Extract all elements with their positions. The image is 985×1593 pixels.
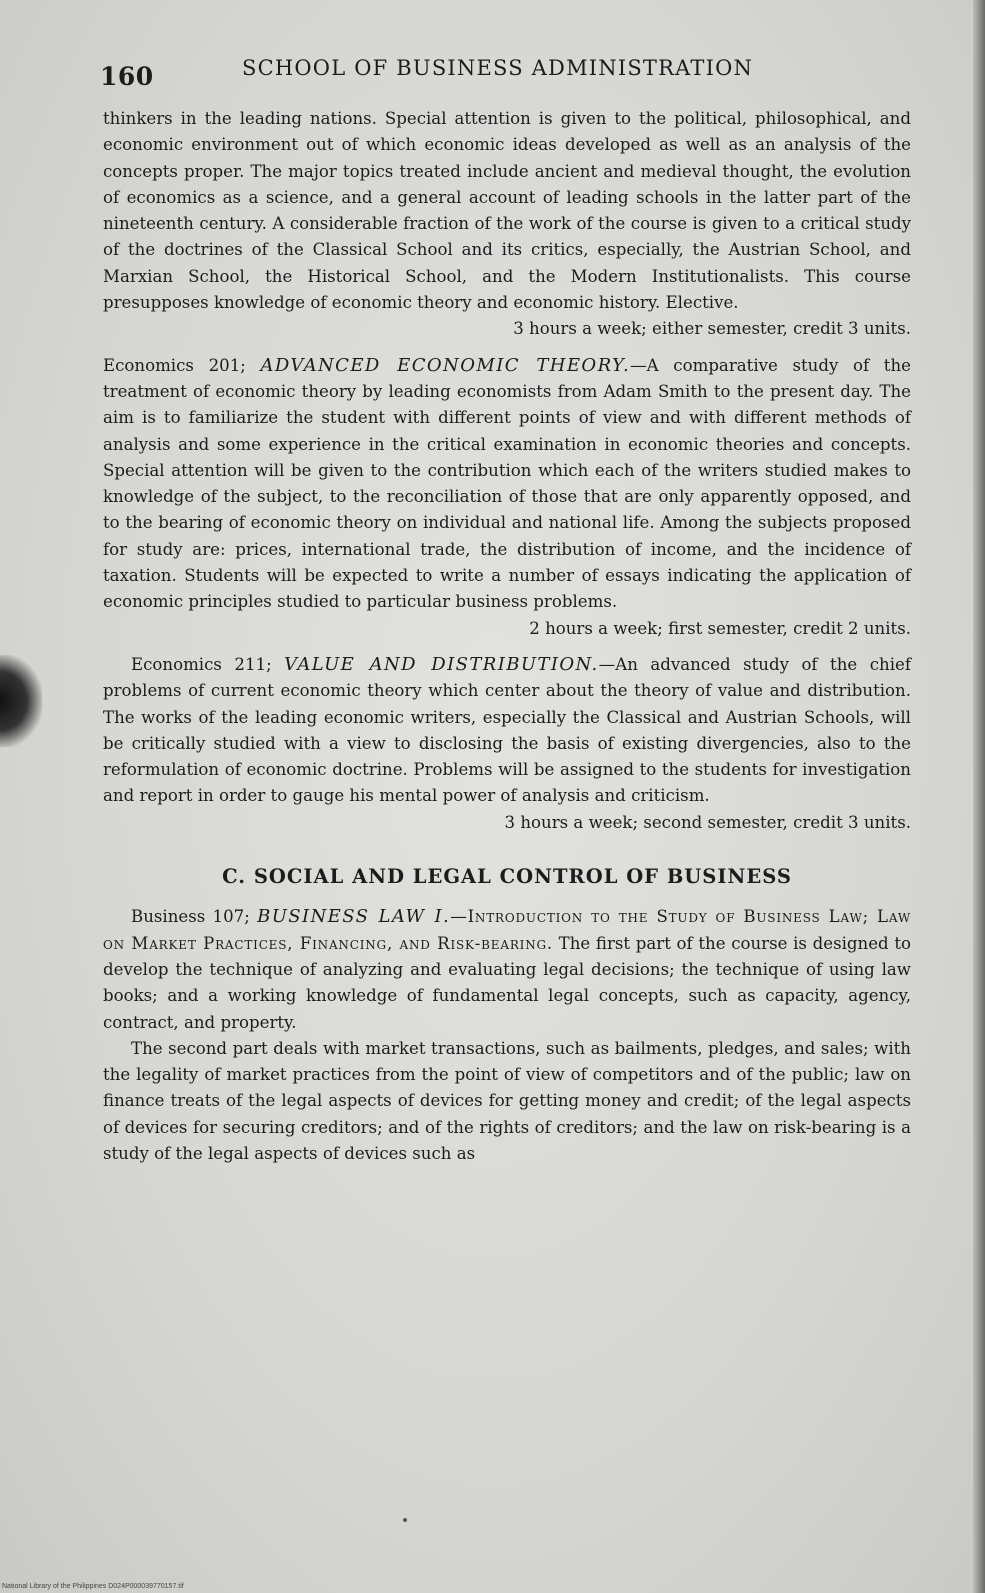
section-c-heading: C. SOCIAL AND LEGAL CONTROL OF BUSINESS (222, 865, 792, 889)
intro-paragraph: thinkers in the leading nations. Special attention is given to the political, philosophical, and economic environment out of which economic ideas developed as well as an analysis of the concepts proper. The major topics treated include ancient and medieval thought, the evolution of economics as a science, and a general account of leading schools in the latter part of the nineteenth century. A considerable fraction of the work of the course is given to a critical study of the doctrines of the Classical School and its critics, especially, the Austrian School, and Marxian School, the Historical School, and the Modern Institutionalists. This course presupposes knowledge of economic theory and economic history. Elective. (103, 109, 911, 313)
running-head: SCHOOL OF BUSINESS ADMINISTRATION (242, 56, 754, 80)
econ-201-schedule: 2 hours a week; first semester, credit 2 units. (529, 618, 911, 638)
econ-201-entry (103, 353, 911, 616)
bus-107-second-part: The second part deals with market transactions, such as bailments, pledges, and sales; with the legality of market practices from the point of view of competitors and of the public; law on finance treats of the legal aspects of devices for getting money and credit; of the legal aspects of devices for securing creditors; and of the rights of creditors; and the law on risk-bearing is a study of the legal aspects of devices such as (103, 1038, 911, 1163)
bus-107-title: BUSINESS LAW I. (257, 906, 451, 928)
speck (403, 1518, 407, 1522)
econ-211-entry (103, 652, 911, 810)
econ-201-code: Economics 201; (103, 355, 261, 375)
bus-107-entry (103, 904, 911, 1035)
bus-107-code: Business 107; (131, 907, 258, 927)
page-header (100, 52, 920, 92)
intro-schedule: 3 hours a week; either semester, credit 3 units. (513, 319, 911, 339)
binding-shadow (0, 655, 42, 747)
econ-211-schedule: 3 hours a week; second semester, credit 3 units. (504, 812, 911, 832)
bus-107-description: The first part of the course is designed to develop the technique of analyzing and evaluating legal decisions; the technique of using law books; and a working knowledge of fundamental legal concepts, such as capacity, agency, contract, and property. (103, 933, 911, 1032)
page-number: 160 (100, 62, 154, 91)
econ-201-description: —A comparative study of the treatment of economic theory by leading economists from Adam Smith to the present day. The aim is to familiarize the student with different points of view and with different methods of analysis and some experience in the critical examination in economic theories and concepts. Special attention will be given to the contribution which each of the writers studied makes to knowledge of the subject, to the reconciliation of those that are only apparently opposed, and to the bearing of economic theory on individual and national life. Among the subjects proposed for study are: prices, international trade, the distribution of income, and the incidence of taxation. Students will be expected to write a number of essays indicating the application of economic principles studied to particular business problems. (103, 355, 911, 612)
econ-211-description: —An advanced study of the chief problems of current economic theory which center about the theory of value and distribution. The works of the leading economic writers, especially the Classical and Austrian Schools, will be critically studied with a view to disclosing the basis of existing divergencies, also to the reformulation of economic doctrine. Problems will be assigned to the students for investigation and report in order to gauge his mental power of analysis and criticism. (103, 654, 911, 806)
scan-credit: National Library of the Philippines D024P000039770157.tif (2, 1583, 184, 1590)
page-edge-shadow (973, 0, 985, 1593)
bus-107-subtitle: —Introduction to the Study of Business Law; Law on Market Practices, Financing, and Risk-bearing. (103, 907, 911, 953)
econ-201-title: ADVANCED ECONOMIC THEORY. (260, 354, 631, 376)
econ-211-code: Economics 211; (131, 654, 285, 674)
page-body (103, 106, 911, 1167)
econ-211-title: VALUE AND DISTRIBUTION. (284, 653, 599, 675)
